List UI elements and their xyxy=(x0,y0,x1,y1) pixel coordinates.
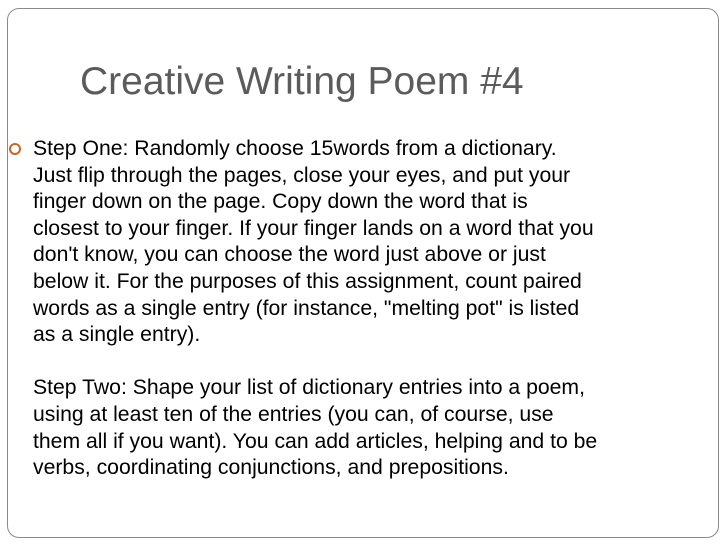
paragraph-spacer xyxy=(33,349,683,376)
body-line: don't know, you can choose the word just above or just xyxy=(33,243,546,267)
body-line: Step One: Randomly choose 15words from a dictionary. xyxy=(33,137,557,160)
step-two-paragraph xyxy=(33,375,683,481)
slide-body xyxy=(33,136,683,482)
body-line: finger down on the page. Copy down the word that is xyxy=(33,190,528,214)
body-line: them all if you want). You can add articles, helping and to be xyxy=(33,429,598,453)
slide-title: Creative Writing Poem #4 xyxy=(80,60,524,103)
body-line: Step Two: Shape your list of dictionary entries into a poem, xyxy=(33,376,585,400)
body-line: using at least ten of the entries (you can, of course, use xyxy=(33,402,554,426)
body-line: Just flip through the pages, close your eyes, and put your xyxy=(33,163,571,187)
body-line: verbs, coordinating conjunctions, and prepositions. xyxy=(33,456,509,480)
hollow-circle-bullet-icon xyxy=(6,140,24,158)
body-line: as a single entry). xyxy=(33,323,201,347)
step-one-paragraph xyxy=(33,136,683,349)
body-line: closest to your finger. If your finger lands on a word that you xyxy=(33,216,594,240)
body-line: words as a single entry (for instance, "melting pot" is listed xyxy=(33,296,580,320)
bullet-icon xyxy=(6,140,24,158)
body-line: below it. For the purposes of this assignment, count paired xyxy=(33,269,582,293)
